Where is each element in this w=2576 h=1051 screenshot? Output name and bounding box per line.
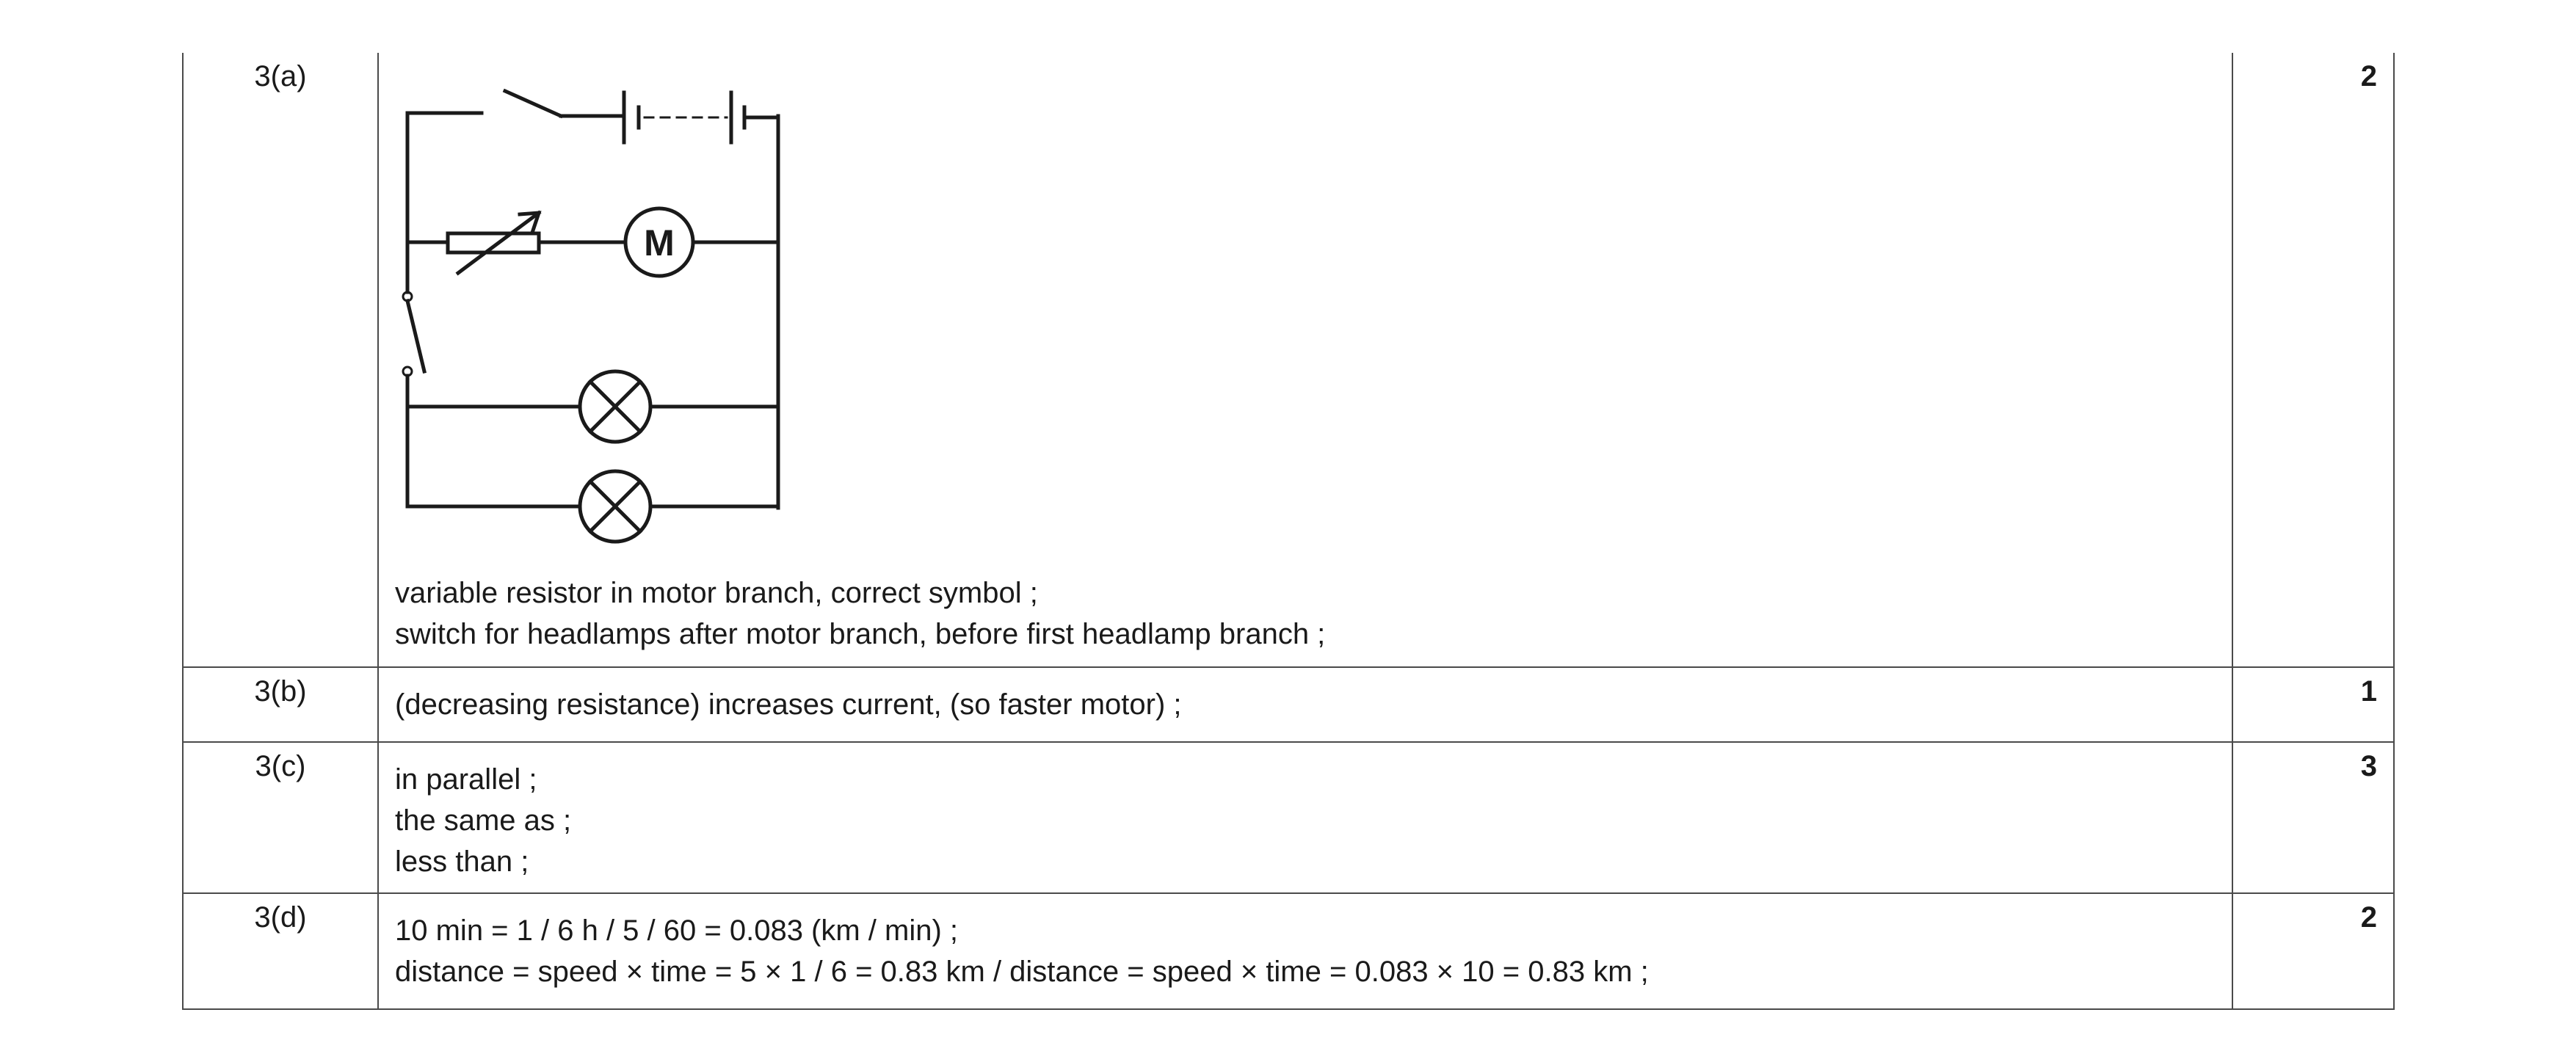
mark-scheme-table xyxy=(182,53,2395,1010)
table-row xyxy=(183,742,2394,893)
marks: 1 xyxy=(2232,667,2394,742)
answer-line: 10 min = 1 / 6 h / 5 / 60 = 0.083 (km / min) ; xyxy=(395,914,959,947)
variable-resistor xyxy=(448,233,539,252)
motor-label: M xyxy=(644,222,675,263)
marks: 2 xyxy=(2232,53,2394,667)
answer-line: (decreasing resistance) increases current, (so faster motor) ; xyxy=(395,688,1182,721)
wire-top-left xyxy=(407,113,482,116)
main-switch xyxy=(505,91,561,116)
answer-line: the same as ; xyxy=(395,804,572,837)
answer-line: variable resistor in motor branch, correct symbol ; xyxy=(395,577,1038,609)
question-number: 3(c) xyxy=(183,742,378,893)
question-number: 3(b) xyxy=(183,667,378,742)
table-row xyxy=(183,667,2394,742)
answer-line: distance = speed × time = 5 × 1 / 6 = 0.83 km / distance = speed × time = 0.083 × 10 = 0.83 km ; xyxy=(395,956,1649,988)
answer-line: less than ; xyxy=(395,845,529,878)
answer-cell xyxy=(378,893,2232,1009)
answer-line: in parallel ; xyxy=(395,763,537,796)
circuit-diagram xyxy=(395,63,806,562)
answer-cell xyxy=(378,53,2232,667)
variable-resistor-arrow xyxy=(458,213,539,273)
table-row xyxy=(183,53,2394,667)
question-number: 3(d) xyxy=(183,893,378,1009)
headlamp-switch xyxy=(407,301,424,371)
table-row xyxy=(183,893,2394,1009)
question-number: 3(a) xyxy=(183,53,378,667)
answer-cell xyxy=(378,667,2232,742)
marks: 3 xyxy=(2232,742,2394,893)
answer-line: switch for headlamps after motor branch, before first headlamp branch ; xyxy=(395,618,1326,650)
marks: 2 xyxy=(2232,893,2394,1009)
answer-cell xyxy=(378,742,2232,893)
